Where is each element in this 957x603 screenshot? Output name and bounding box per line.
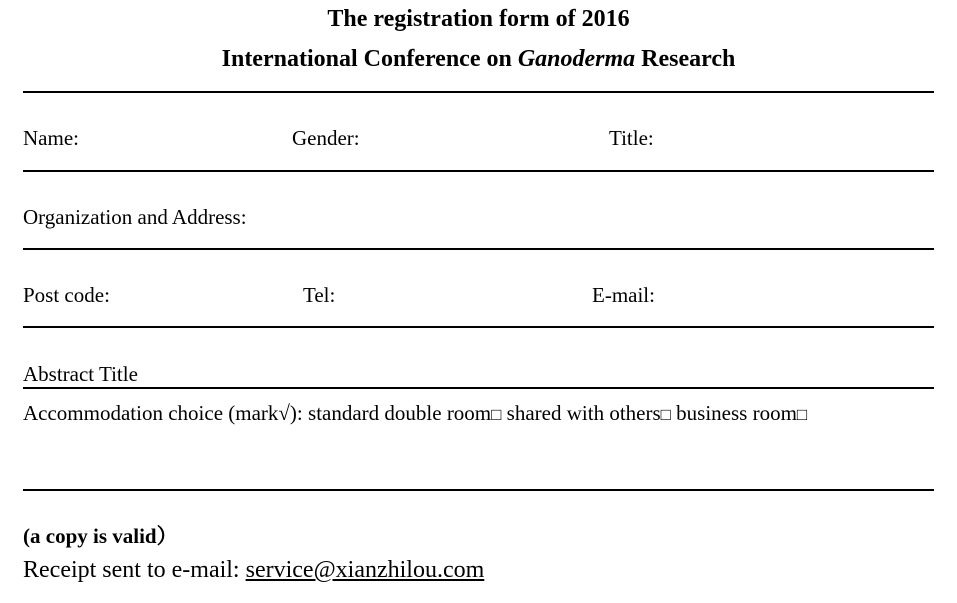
organization-address-field[interactable]: [275, 205, 932, 229]
option-label: business room: [676, 401, 797, 425]
divider: [23, 170, 934, 172]
divider: [23, 326, 934, 328]
accommodation-label: Accommodation choice (mark√):: [23, 401, 303, 425]
divider: [23, 91, 934, 93]
post-code-label: Post code:: [23, 283, 110, 307]
receipt-email-link[interactable]: service@xianzhilou.com: [245, 557, 485, 583]
email-field[interactable]: [667, 283, 932, 307]
form-title-line1: The registration form of 2016: [327, 6, 630, 32]
copy-valid-note: (a copy is valid）: [23, 524, 178, 548]
title-label: Title:: [609, 126, 654, 150]
abstract-title-field[interactable]: [160, 362, 932, 386]
option-label: shared with others: [506, 401, 661, 425]
gender-field[interactable]: [372, 126, 602, 150]
tel-label: Tel:: [303, 283, 336, 307]
receipt-line: [23, 557, 484, 584]
organization-address-label: Organization and Address:: [23, 205, 247, 229]
name-field[interactable]: [90, 126, 285, 150]
title-italic-genus: Ganoderma: [517, 46, 636, 72]
name-label: Name:: [23, 126, 79, 150]
checkbox-business-room[interactable]: □: [796, 405, 808, 424]
option-shared-with-others[interactable]: [507, 401, 671, 425]
title-prefix: International Conference on: [221, 46, 518, 72]
option-standard-double-room[interactable]: [308, 401, 501, 425]
checkbox-standard-double-room[interactable]: □: [491, 405, 502, 424]
abstract-title-label: Abstract Title: [23, 362, 138, 386]
divider: [23, 387, 934, 389]
gender-label: Gender:: [292, 126, 360, 150]
divider: [23, 489, 934, 491]
option-business-room[interactable]: [676, 401, 807, 425]
receipt-label: Receipt sent to e-mail:: [23, 557, 246, 583]
divider: [23, 248, 934, 250]
post-code-field[interactable]: [125, 283, 297, 307]
title-field[interactable]: [664, 126, 932, 150]
title-suffix: Research: [635, 46, 736, 72]
form-title-line2: [0, 46, 957, 73]
accommodation-choice: [23, 393, 935, 435]
option-label: standard double room: [308, 401, 492, 425]
checkbox-shared-with-others[interactable]: □: [660, 405, 671, 424]
email-label: E-mail:: [592, 283, 655, 307]
tel-field[interactable]: [345, 283, 585, 307]
